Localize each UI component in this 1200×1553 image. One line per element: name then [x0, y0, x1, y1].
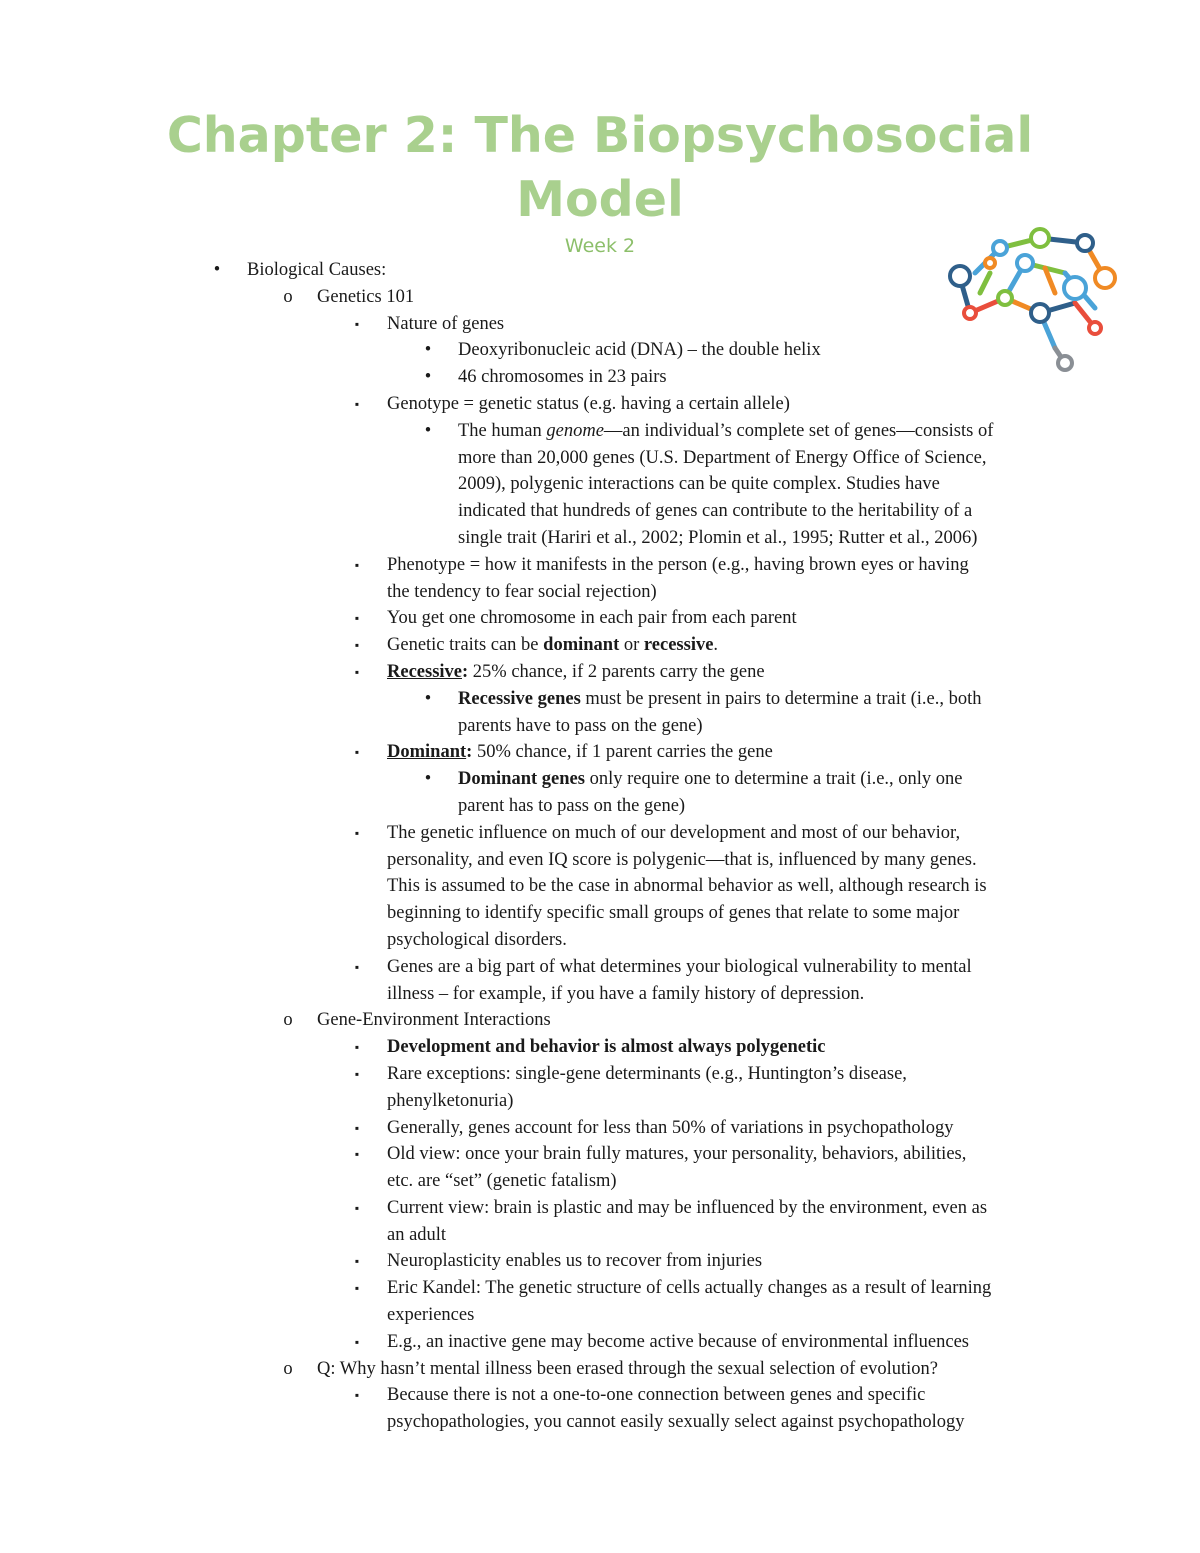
- bullet: ▪: [354, 745, 360, 760]
- bullet: ▪: [354, 1200, 360, 1215]
- list-item: ▪ E.g., an inactive gene may become active because of environmental influences: [0, 1329, 1200, 1356]
- list-item-continuation: the tendency to fear social rejection): [387, 581, 657, 602]
- list-item: ▪ Recessive: 25% chance, if 2 parents carry the gene: [0, 659, 1200, 686]
- bullet: ▪: [354, 1281, 360, 1296]
- list-item-continuation: etc. are “set” (genetic fatalism): [387, 1171, 617, 1192]
- bullet: ▪: [354, 638, 360, 653]
- bullet: ▪: [354, 1066, 360, 1081]
- list-item: • Deoxyribonucleic acid (DNA) – the double helix: [0, 337, 1200, 364]
- bullet: o: [283, 286, 293, 307]
- list-item: • Recessive genes must be present in pairs to determine a trait (i.e., both: [0, 686, 1200, 713]
- list-item-continuation: indicated that hundreds of genes can contribute to the heritability of a: [458, 501, 973, 522]
- bullet: o: [283, 1358, 293, 1379]
- list-item-continuation: psychological disorders.: [387, 929, 567, 950]
- bullet: •: [424, 420, 432, 441]
- list-item-continuation: more than 20,000 genes (U.S. Department of Energy Office of Science,: [458, 447, 987, 468]
- list-item: ▪ Old view: once your brain fully matures, your personality, behaviors, abilities,: [0, 1141, 1200, 1168]
- list-item: o Q: Why hasn’t mental illness been erased through the sexual selection of evolution?: [0, 1356, 1200, 1383]
- title-line-1: Chapter 2: The Biopsychosocial: [166, 107, 1034, 164]
- list-item: ▪ Generally, genes account for less than 50% of variations in psychopathology: [0, 1115, 1200, 1142]
- bullet: •: [424, 688, 432, 709]
- bullet: •: [213, 260, 221, 280]
- bullet: ▪: [354, 1120, 360, 1135]
- bullet: ▪: [354, 1147, 360, 1162]
- page-subtitle: Week 2: [564, 235, 636, 257]
- bullet: ▪: [354, 1388, 360, 1403]
- list-item: ▪ Nature of genes: [0, 311, 1200, 338]
- list-item: ▪ Neuroplasticity enables us to recover from injuries: [0, 1248, 1200, 1275]
- list-item-continuation: illness – for example, if you have a family history of depression.: [387, 983, 865, 1004]
- bullet: o: [283, 1010, 293, 1031]
- page-title: [0, 104, 1200, 232]
- list-item: o Gene-Environment Interactions: [0, 1007, 1200, 1034]
- list-item-continuation: This is assumed to be the case in abnormal behavior as well, although research is: [387, 876, 987, 897]
- bullet: ▪: [354, 825, 360, 840]
- list-item-continuation: parents have to pass on the gene): [458, 715, 703, 736]
- notes-outline: [0, 257, 1200, 1436]
- bullet: ▪: [354, 396, 360, 411]
- bullet: ▪: [354, 316, 360, 331]
- list-item: • The human genome—an individual’s complete set of genes—consists of: [0, 418, 1200, 445]
- list-item-continuation: single trait (Hariri et al., 2002; Plomin et al., 1995; Rutter et al., 2006): [458, 527, 978, 548]
- list-item-continuation: psychopathologies, you cannot easily sexually select against psychopathology: [387, 1412, 965, 1433]
- list-item: ▪ Dominant: 50% chance, if 1 parent carries the gene: [0, 739, 1200, 766]
- bullet: ▪: [354, 557, 360, 572]
- bullet: ▪: [354, 959, 360, 974]
- list-item-continuation: experiences: [387, 1305, 475, 1326]
- bullet: •: [424, 769, 432, 790]
- list-item: ▪ Rare exceptions: single-gene determinants (e.g., Huntington’s disease,: [0, 1061, 1200, 1088]
- list-item: ▪ Eric Kandel: The genetic structure of cells actually changes as a result of learning: [0, 1275, 1200, 1302]
- list-item: ▪ Development and behavior is almost always polygenetic: [0, 1034, 1200, 1061]
- bullet: •: [424, 367, 432, 388]
- bullet: •: [424, 340, 432, 361]
- list-item: ▪ Genetic traits can be dominant or recessive.: [0, 632, 1200, 659]
- list-item: ▪ Genes are a big part of what determines your biological vulnerability to mental: [0, 954, 1200, 981]
- list-item: ▪ You get one chromosome in each pair from each parent: [0, 605, 1200, 632]
- bullet: ▪: [354, 664, 360, 679]
- list-item-continuation: personality, and even IQ score is polygenic—that is, influenced by many genes.: [387, 849, 977, 870]
- list-item: o Genetics 101: [0, 284, 1200, 311]
- list-item: ▪ Current view: brain is plastic and may be influenced by the environment, even as: [0, 1195, 1200, 1222]
- bullet: ▪: [354, 611, 360, 626]
- title-line-2: Model: [516, 171, 684, 228]
- list-item: ▪ Because there is not a one-to-one connection between genes and specific: [0, 1382, 1200, 1409]
- list-item-continuation: beginning to identify specific small groups of genes that relate to some major: [387, 903, 960, 924]
- list-item-continuation: phenylketonuria): [387, 1090, 514, 1111]
- list-item: • Dominant genes only require one to determine a trait (i.e., only one: [0, 766, 1200, 793]
- list-item: ▪ Genotype = genetic status (e.g. having a certain allele): [0, 391, 1200, 418]
- list-item-continuation: 2009), polygenic interactions can be quite complex. Studies have: [458, 474, 940, 495]
- list-item-continuation: an adult: [387, 1224, 447, 1245]
- list-item-continuation: parent has to pass on the gene): [458, 795, 686, 816]
- list-item: • 46 chromosomes in 23 pairs: [0, 364, 1200, 391]
- list-item: ▪ Phenotype = how it manifests in the person (e.g., having brown eyes or having: [0, 552, 1200, 579]
- list-item: • Biological Causes:: [0, 257, 1200, 284]
- list-item: ▪ The genetic influence on much of our development and most of our behavior,: [0, 820, 1200, 847]
- bullet: ▪: [354, 1254, 360, 1269]
- bullet: ▪: [354, 1040, 360, 1055]
- bullet: ▪: [354, 1334, 360, 1349]
